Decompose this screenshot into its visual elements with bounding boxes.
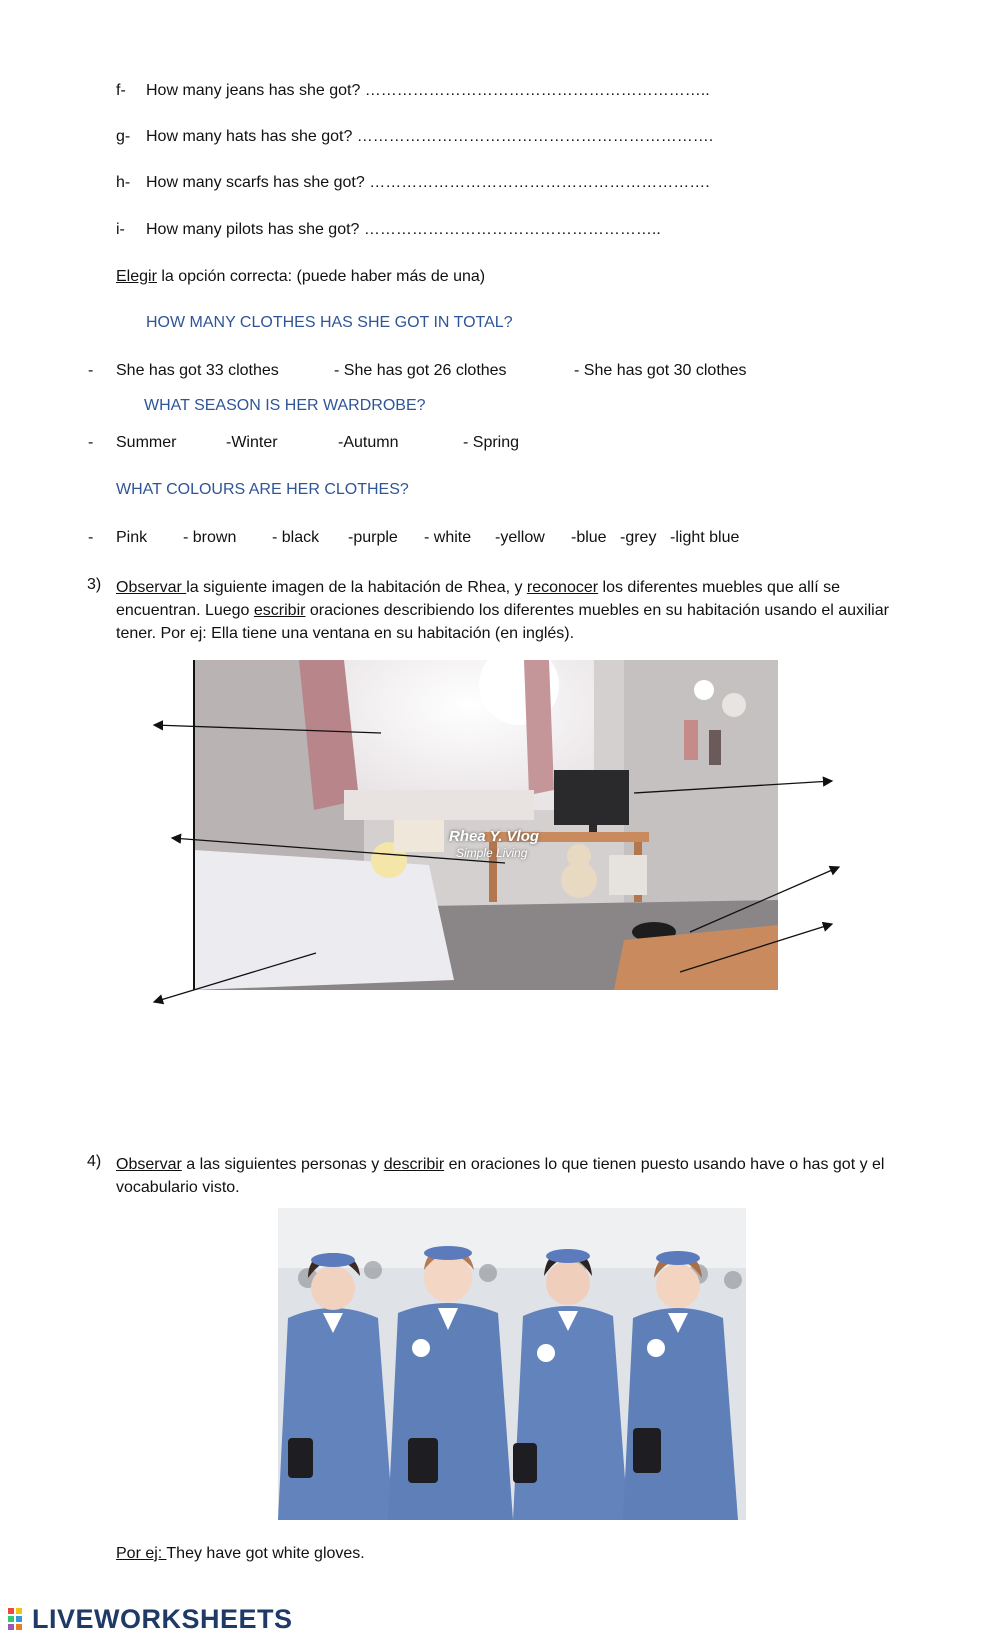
question-text: How many jeans has she got? ……………………………………………………….. [146,82,710,99]
question-text: How many pilots has she got? ……………………………………………….. [146,221,661,238]
instruction-text: la siguiente imagen de la habitación de Rhea, y [186,579,527,596]
option-black[interactable]: - black [272,529,320,546]
option-dash: - [88,362,94,379]
instruction-verb-describir: describir [383,1156,445,1173]
option-autumn[interactable]: -Autumn [338,434,399,451]
instruction-verb-observar: Observar [116,1156,182,1173]
option-brown[interactable]: - brown [183,529,237,546]
question-label: f- [116,82,126,99]
choose-rest: la opción correcta: (puede haber más de una) [156,268,486,285]
question-label: i- [116,221,125,238]
flight-attendants-photo [278,1208,746,1520]
instruction-verb-escribir: escribir [253,602,306,619]
question-label: h- [116,174,131,191]
watermark-title: Rhea Y. Vlog [449,828,540,845]
section-4-number: 4) [87,1153,102,1170]
instruction-verb-reconocer: reconocer [526,579,599,596]
heading-season: WHAT SEASON IS HER WARDROBE? [144,397,426,414]
watermark-subtitle: Simple Living [456,846,528,860]
option-dash: - [88,529,94,546]
option-total-26[interactable]: - She has got 26 clothes [334,362,507,379]
option-light-blue[interactable]: -light blue [670,529,740,546]
example-line [116,1545,365,1563]
instruction-text: a las siguientes personas y [181,1156,384,1173]
option-grey[interactable]: -grey [620,529,657,546]
section-3-number: 3) [87,576,102,593]
instruction-verb-observar: Observar [116,579,187,596]
option-blue[interactable]: -blue [571,529,607,546]
arrow-chair [690,867,839,932]
option-summer[interactable]: Summer [116,434,177,451]
option-dash: - [88,434,94,451]
option-total-33[interactable]: She has got 33 clothes [116,362,279,379]
option-pink[interactable]: Pink [116,529,148,546]
option-purple[interactable]: -purple [348,529,398,546]
heading-total-clothes: HOW MANY CLOTHES HAS SHE GOT IN TOTAL? [146,314,513,331]
liveworksheets-logo-text: LIVEWORKSHEETS [32,1604,293,1634]
footer-logo [8,1604,293,1635]
attendants-illustration [278,1208,746,1520]
liveworksheets-logo-icon [8,1608,30,1632]
choose-verb: Elegir [116,268,157,285]
example-text: They have got white gloves. [166,1545,365,1562]
option-white[interactable]: - white [424,529,472,546]
heading-colours: WHAT COLOURS ARE HER CLOTHES? [116,481,409,498]
instruction-text: en oraciones lo que tienen puesto usando have o has got y el vocabulario visto. [116,1156,885,1196]
arrow-bed [154,953,316,1002]
question-text: How many scarfs has she got? ………………………………………………………. [146,174,710,191]
option-yellow[interactable]: -yellow [495,529,545,546]
option-total-30[interactable]: - She has got 30 clothes [574,362,747,379]
arrow-tv [634,781,832,793]
question-label: g- [116,128,131,145]
instruction-text: oraciones describiendo los diferentes muebles en su habitación usando el auxiliar tener. Por ej: Ella tiene una ventana en su habitación (en inglés). [116,602,889,642]
option-spring[interactable]: - Spring [463,434,520,451]
question-text: How many hats has she got? …………………………………………………………. [146,128,714,145]
section-4-instruction [116,1153,916,1199]
arrow-pillow [172,838,505,863]
arrow-curtain [154,725,381,733]
instruction-text: los diferentes muebles que allí se encuentran. Luego [116,579,840,619]
arrow-table [680,924,832,972]
option-winter[interactable]: -Winter [226,434,278,451]
example-label: Por ej: [116,1545,167,1562]
